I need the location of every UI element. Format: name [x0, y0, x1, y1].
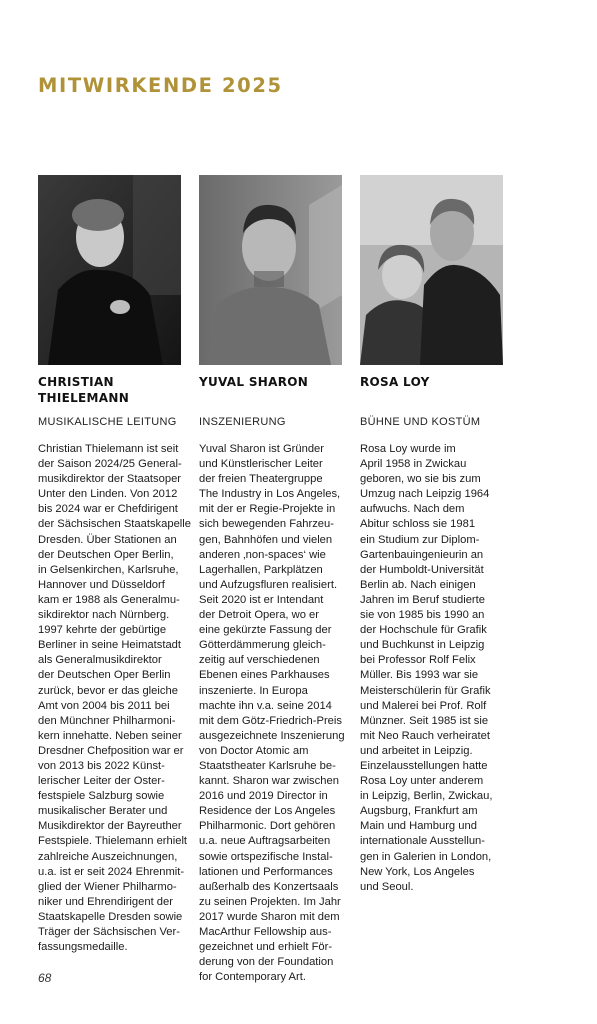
bio-line: sowie ortspezifische Instal-: [199, 850, 333, 863]
bio-line: Jahren im Beruf studierte: [360, 593, 485, 606]
bio-line: zu seinen Projekten. Im Jahr: [199, 895, 341, 908]
bio-line: ein Studium zur Diplom-: [360, 533, 480, 546]
bio-line: gezeichnet und erhielt För-: [199, 941, 333, 954]
bio-line: internationale Ausstellun-: [360, 835, 486, 848]
bio-line: u.a. neue Auftragsarbeiten: [199, 835, 331, 848]
bio-line: inszenierte. In Europa: [199, 684, 308, 697]
bio-line: und Seoul.: [360, 880, 414, 893]
bio-line: außerhalb des Konzertsaals: [199, 880, 339, 893]
bio-line: Münzner. Seit 1985 ist sie: [360, 714, 489, 727]
bio-line: Christian Thielemann ist seit: [38, 443, 179, 455]
bio-line: Musikdirektor der Bayreuther: [38, 820, 182, 833]
bio-line: Götterdämmerung gleich-: [199, 639, 326, 652]
bio-line: gen in Galerien in London,: [360, 850, 492, 863]
bio-line: lerischer Leiter der Oster-: [38, 775, 165, 788]
bio-line: der Detroit Opera, wo er: [199, 609, 320, 622]
bio-line: kern innehatte. Neben seiner: [38, 729, 182, 742]
bio-line: for Contemporary Art.: [199, 971, 306, 984]
bio-line: Müller. Bis 1993 war sie: [360, 669, 479, 682]
bio-line: April 1958 in Zwickau: [360, 458, 467, 471]
bio-line: gen, Bahnhöfen und vielen: [199, 533, 333, 546]
bio-line: sie von 1985 bis 1990 an: [360, 609, 485, 622]
bio-line: den Münchner Philharmoni-: [38, 714, 176, 727]
bio-line: machte ihn v.a. seine 2014: [199, 699, 332, 712]
bio-line: Dresdner Chefposition war er: [38, 744, 184, 757]
bio-line: und Künstlerischer Leiter: [199, 458, 323, 471]
bio-line: Einzelausstellungen hatte: [360, 759, 488, 772]
bio-line: u.a. ist er seit 2024 Ehrenmit-: [38, 865, 185, 878]
bio-line: Rosa Loy wurde im: [360, 443, 456, 455]
bio-line: in Gelsenkirchen, Karlsruhe,: [38, 563, 179, 576]
bio-line: zurück, bevor er das gleiche: [38, 684, 178, 697]
bio-line: 1997 kehrte der gebürtige: [38, 624, 167, 637]
bio-line: und Aufzugsfluren realisiert.: [199, 578, 338, 591]
contributor-name: CHRISTIAN THIELEMANN: [38, 375, 130, 405]
bio-line: geboren, wo sie bis zum: [360, 473, 481, 486]
bio-line: sich bewegenden Fahrzeu-: [199, 518, 334, 531]
bio-line: zeitig auf verschiedenen: [199, 654, 320, 667]
page-number: 68: [38, 971, 52, 985]
bio-line: Staatskapelle Dresden sowie: [38, 910, 183, 923]
bio-line: Seit 2020 ist er Intendant: [199, 593, 324, 606]
contributor-bio: [199, 442, 344, 985]
bio-line: und Buchkunst in Leipzig: [360, 639, 485, 652]
bio-line: der Humboldt-Universität: [360, 563, 484, 576]
bio-line: aufwuchs. Nach dem: [360, 503, 465, 516]
portrait-photo-sharon: [199, 175, 342, 365]
bio-line: MacArthur Fellowship aus-: [199, 926, 332, 938]
contributor-role: INSZENIERUNG: [199, 416, 286, 428]
bio-line: Meisterschülerin für Grafik: [360, 684, 491, 697]
page-heading: MITWIRKENDE 2025: [38, 74, 283, 97]
contributor-name: ROSA LOY: [360, 375, 430, 389]
bio-line: kannt. Sharon war zwischen: [199, 775, 339, 788]
bio-line: der Sächsischen Staatskapelle: [38, 518, 191, 531]
bio-line: niker und Ehrendirigent der: [38, 895, 173, 908]
bio-line: Lagerhallen, Parkplätzen: [199, 563, 323, 576]
bio-line: mit dem Götz-Friedrich-Preis: [199, 714, 342, 727]
bio-line: Gartenbauingenieurin an: [360, 548, 484, 561]
bio-line: fassungsmedaille.: [38, 941, 128, 954]
bio-line: und arbeitet in Leipzig.: [360, 744, 473, 757]
bio-line: anderen ‚non-spaces‘ wie: [199, 548, 326, 561]
bio-line: als Generalmusikdirektor: [38, 654, 162, 667]
bio-line: von Doctor Atomic am: [199, 744, 309, 757]
bio-line: bis 2024 war er Chefdirigent: [38, 503, 178, 516]
bio-line: der Saison 2024/25 General-: [38, 458, 182, 471]
bio-line: 2016 und 2019 Director in: [199, 790, 328, 803]
bio-line: derung von der Foundation: [199, 956, 334, 969]
bio-line: Amt von 2004 bis 2011 bei: [38, 699, 170, 712]
contributor-card-loy: [360, 175, 505, 895]
bio-line: Dresden. Über Stationen an: [38, 533, 177, 546]
bio-line: zahlreiche Auszeichnungen,: [38, 850, 178, 863]
bio-line: Träger der Sächsischen Ver-: [38, 926, 180, 938]
bio-line: der freien Theatergruppe: [199, 473, 323, 486]
bio-line: der Deutschen Oper Berlin,: [38, 548, 174, 561]
bio-line: Yuval Sharon ist Gründer: [199, 443, 324, 455]
bio-line: von 2013 bis 2022 Künst-: [38, 759, 165, 772]
bio-line: Augsburg, Frankfurt am: [360, 805, 478, 818]
bio-line: lationen und Performances: [199, 865, 333, 878]
bio-line: der Hochschule für Grafik: [360, 624, 487, 637]
bio-line: bei Professor Rolf Felix: [360, 654, 476, 667]
bio-line: Umzug nach Leipzig 1964: [360, 488, 490, 501]
bio-line: eine gekürzte Fassung der: [199, 624, 332, 637]
bio-line: kam er 1988 als Generalmu-: [38, 593, 180, 606]
bio-line: musikalischer Berater und: [38, 805, 168, 818]
bio-line: der Deutschen Oper Berlin: [38, 669, 171, 682]
portrait-photo-thielemann: [38, 175, 181, 365]
bio-line: 2017 wurde Sharon mit dem: [199, 910, 340, 923]
bio-line: Philharmonic. Dort gehören: [199, 820, 336, 833]
bio-line: Rosa Loy unter anderem: [360, 775, 484, 788]
bio-line: mit Neo Rauch verheiratet: [360, 729, 490, 742]
bio-line: Hannover und Düsseldorf: [38, 578, 165, 591]
bio-line: New York, Los Angeles: [360, 865, 475, 878]
bio-line: Festspiele. Thielemann erhielt: [38, 835, 188, 848]
bio-line: Abitur schloss sie 1981: [360, 518, 476, 531]
bio-line: glied der Wiener Philharmo-: [38, 880, 177, 893]
contributor-bio: [360, 442, 505, 895]
contributor-bio: [38, 442, 191, 955]
contributor-card-sharon: [199, 175, 344, 985]
bio-line: Residence der Los Angeles: [199, 805, 336, 818]
bio-line: festspiele Salzburg sowie: [38, 790, 165, 803]
bio-line: in Leipzig, Berlin, Zwickau,: [360, 790, 493, 803]
contributor-role: MUSIKALISCHE LEITUNG: [38, 416, 177, 428]
contributor-role: BÜHNE UND KOSTÜM: [360, 416, 481, 428]
contributor-name: YUVAL SHARON: [199, 375, 309, 389]
bio-line: Staatstheater Karlsruhe be-: [199, 759, 336, 772]
bio-line: Main und Hamburg und: [360, 820, 477, 833]
contributor-card-thielemann: [38, 175, 191, 955]
bio-line: ausgezeichnete Inszenierung: [199, 729, 345, 742]
bio-line: Ebenen eines Parkhauses: [199, 669, 330, 682]
bio-line: Berlin ab. Nach einigen: [360, 578, 476, 591]
bio-line: Unter den Linden. Von 2012: [38, 488, 178, 501]
bio-line: The Industry in Los Angeles,: [199, 488, 341, 501]
bio-line: und Malerei bei Prof. Rolf: [360, 699, 487, 712]
bio-line: mit der er Regie-Projekte in: [199, 503, 336, 516]
portrait-photo-loy: [360, 175, 503, 365]
bio-line: musikdirektor der Staatsoper: [38, 473, 182, 486]
bio-line: sikdirektor nach Nürnberg.: [38, 609, 170, 622]
bio-line: Berliner in seine Heimatstadt: [38, 639, 182, 652]
